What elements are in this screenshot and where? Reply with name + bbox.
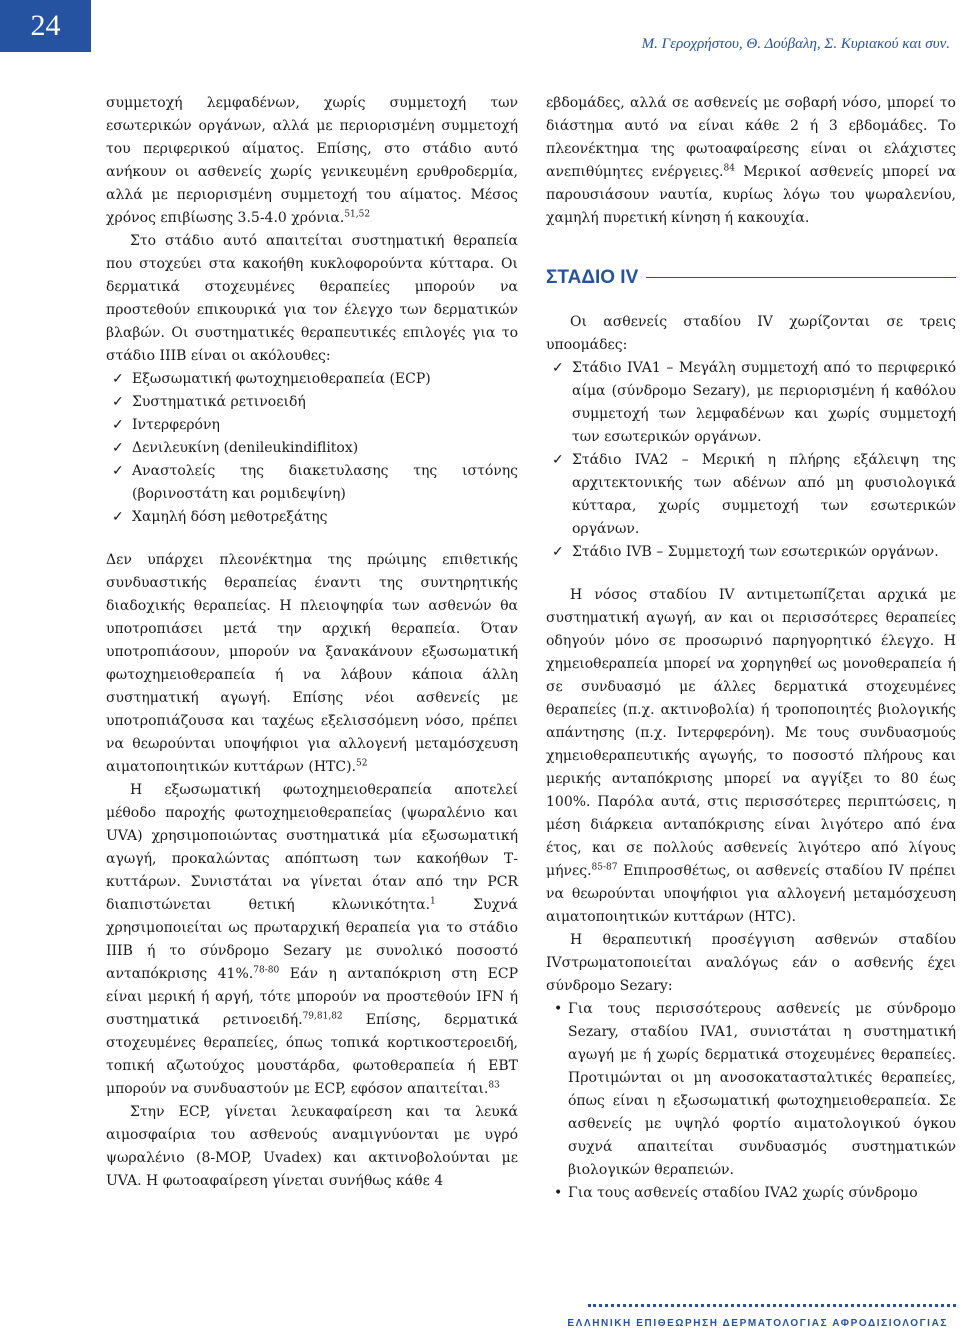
therapy-list [106, 368, 518, 529]
paragraph: Η εξωσωματική φωτοχημειοθεραπεία αποτελεί μέθοδο παροχής φωτοχημειοθεραπείας (ψωραλένιο και UVA) χρησιμοποιώντας συστηματικά μία εξωσωματική αγωγή, προκαλώντας απόπτωση των κακοήθων Τ-κυττάρων. Συνιστάται να γίνεται όταν από την PCR διαπιστώνεται θετική κλωνικότητα.$^1$ Συχνά χρησιμοποιείται ως πρωταρχική θεραπεία για το στάδιο IIIB ή το σύνδρομο Sezary με συνολικό ποσοστό ανταπόκρισης 41%.$^{78-80}$ Εάν η ανταπόκριση στη ECP είναι μερική ή αργή, τότε μπορούν να προστεθούν IFN ή συστηματικά ρετινοειδή.$^{79,81,82}$ Επίσης, δερματικά στοχευμένες θεραπείες, όπως τοπικά κορτικοστεροειδή, τοπική αζωτούχος μουστάρδα, φωτοθεραπεία ή EBT μπορούν να συνδυαστούν με ECP, εφόσον απαιτείται.$^{83}$ [106, 782, 518, 1097]
bullet-list [546, 998, 956, 1205]
paragraph: Δεν υπάρχει πλεονέκτημα της πρώιμης επιθετικής συνδυαστικής θεραπείας έναντι της συντηρητικής διαδοχικής θεραπείας. Η πλειοψηφία των ασθενών θα υποτροπιάσει μετά την αρχική θεραπεία. Όταν υποτροπιάσουν, μπορούν να ξανακάνουν εξωσωματική φωτοχημειοθεραπεία ή να λάβουν κάποια άλλη συστηματική αγωγή. Επίσης νέοι ασθενείς με υποτροπιάζουσα και ταχέως εξελισσόμενη νόσο, πρέπει να θεωρούνται υποψήφιοι για αλλογενή μεταμόσχευση αιματοποιητικών κυττάρων (HTC).$^{52}$ [106, 552, 518, 775]
reference: 79,81,82 [302, 1011, 343, 1022]
paragraph: εβδομάδες, αλλά σε ασθενείς με σοβαρή νόσο, μπορεί το διάστημα αυτό να είναι κάθε 2 ή 3 εβδομάδες. Το πλεονέκτημα της φωτοαφαίρεσης είναι οι ελάχιστες ανεπιθύμητες ενέργειες.$^{84}$ Μερικοί ασθενείς μπορεί να παρουσιάσουν ναυτία, κυρίως λόγω του ψωραλενίου, χαμηλή πυρετική κίνηση ή κακουχία. [546, 95, 956, 226]
footer-divider [588, 1304, 956, 1307]
heading-rule [646, 277, 956, 278]
reference: 1 [430, 896, 436, 907]
journal-title: ΕΛΛΗΝΙΚΗ ΕΠΙΘΕΩΡΗΣΗ ΔΕΡΜΑΤΟΛΟΓΙΑΣ ΑΦΡΟΔΙΣΙΟΛΟΓΙΑΣ [567, 1318, 948, 1329]
reference: 78-80 [253, 965, 280, 976]
stage-list [546, 357, 956, 564]
list-item: ✓ Αναστολείς της διακετυλασης της ιστόνης (βορινοστάτη και ρομιδεψίνη) [106, 460, 518, 506]
paragraph: συμμετοχή λεμφαδένων, χωρίς συμμετοχή των εσωτερικών οργάνων, αλλά με περιορισμένη συμμετοχή του περιφερικού αίματος. Επίσης, στο στάδιο αυτό ανήκουν οι ασθενείς χωρίς γενικευμένη ερυθροδερμία, αλλά με περιορισμένη συμμετοχή του αίματος. Μέσος χρόνος επιβίωσης 3.5-4.0 χρόνια.$^{51,52}$ [106, 95, 518, 226]
reference: 51,52 [344, 209, 371, 220]
list-item: ✓ Εξωσωματική φωτοχημειοθεραπεία (ECP) [106, 368, 518, 391]
list-item: ✓ Στάδιο IVA1 – Μεγάλη συμμετοχή από το περιφερικό αίμα (σύνδρομο Sezary), με περιορισμένη ή καθόλου συμμετοχή των λεμφαδένων και χωρίς συμμετοχή των εσωτερικών οργάνων. [546, 357, 956, 449]
reference: 85-87 [591, 862, 618, 873]
list-item: • Για τους ασθενείς σταδίου IVA2 χωρίς σύνδρομο [546, 1182, 956, 1205]
left-column [106, 92, 518, 1193]
section-title: ΣΤΑΔΙΟ IV [546, 267, 639, 288]
list-item: ✓ Στάδιο IVA2 – Μερική η πλήρης εξάλειψη της αρχιτεκτονικής των αδένων από μη φυσιολογικά κύτταρα, χωρίς συμμετοχή των εσωτερικών οργάνων. [546, 449, 956, 541]
reference: 84 [723, 163, 735, 174]
list-item: ✓ Στάδιο IVB – Συμμετοχή των εσωτερικών οργάνων. [546, 541, 956, 564]
paragraph: Στο στάδιο αυτό απαιτείται συστηματική θεραπεία που στοχεύει στα κακοήθη κυκλοφορούντα κύτταρα. Οι δερματικά στοχευμένες θεραπείες μπορούν να προστεθούν επικουρικά για τον έλεγχο των δερματικών βλαβών. Οι συστηματικές θεραπευτικές επιλογές για το στάδιο IIIB είναι οι ακόλουθες: [106, 233, 518, 364]
page-number: 24 [0, 0, 91, 52]
list-item: ✓ Χαμηλή δόση μεθοτρεξάτης [106, 506, 518, 529]
paragraph: Στην ECP, γίνεται λευκαφαίρεση και τα λευκά αιμοσφαίρια του ασθενούς αναμιγνύονται με υγρό ψωραλένιο (8-MOP, Uvadex) και ακτινοβολούνται με UVA. Η φωτοαφαίρεση γίνεται συνήθως κάθε 4 [106, 1104, 518, 1189]
list-item: ✓ Συστηματικά ρετινοειδή [106, 391, 518, 414]
list-item: ✓ Ιντερφερόνη [106, 414, 518, 437]
paragraph: Η νόσος σταδίου IV αντιμετωπίζεται αρχικά με συστηματική αγωγή, αν και οι περισσότερες θεραπείες οδηγούν μόνο σε προσωρινό παρηγορητικό έλεγχο. Η χημειοθεραπεία μπορεί να χορηγηθεί ως μονοθεραπεία ή σε συνδυασμό με άλλες δερματικά στοχευμένες θεραπείες (π.χ. ακτινοβολία) ή τροποποιητές βιολογικής απάντησης (π.χ. Ιντερφερόνη). Με τους συνδυασμούς χημειοθεραπευτικής αγωγής, το ποσοστό πλήρους και μερικής ανταπόκρισης μπορεί να αγγίξει το 80 έως 100%. Παρόλα αυτά, στις περισσότερες περιπτώσεις, η μέση διάρκεια ανταπόκρισης είναι λιγότερο από ένα έτος, και σε πολλούς ασθενείς λιγότερο από λίγους μήνες.$^{85-87}$ Επιπροσθέτως, οι ασθενείς σταδίου IV πρέπει να θεωρούνται υποψήφιοι για αλλογενή μεταμόσχευση αιματοποιητικών κυττάρων (HTC). [546, 587, 956, 925]
list-item: • Για τους περισσότερους ασθενείς με σύνδρομο Sezary, σταδίου IVA1, συνιστάται η συστηματική αγωγή με ή χωρίς δερματικά στοχευμένες θεραπείες. Προτιμώνται οι μη ανοσοκατασταλτικές θεραπείες, όπως είναι η εξωσωματική φωτοχημειοθεραπεία. Σε ασθενείς με υψηλό φορτίο αιματολογικού όγκου συχνά απαιτείται συνδυασμός συστηματικών βιολογικών θεραπειών. [546, 998, 956, 1182]
reference: 52 [355, 758, 368, 769]
reference: 83 [488, 1080, 500, 1091]
running-head: Μ. Γεροχρήστου, Θ. Δούβαλη, Σ. Κυριακού και συν. [641, 36, 950, 52]
right-column [546, 92, 956, 1205]
section-heading [546, 266, 956, 289]
paragraph: Η θεραπευτική προσέγγιση ασθενών σταδίου IVστρωματοποιείται αναλόγως εάν ο ασθενής έχει σύνδρομο Sezary: [546, 932, 956, 994]
list-item: ✓ Δενιλευκίνη (denileukindiflitox) [106, 437, 518, 460]
paragraph: Οι ασθενείς σταδίου IV χωρίζονται σε τρεις υποομάδες: [546, 314, 956, 353]
